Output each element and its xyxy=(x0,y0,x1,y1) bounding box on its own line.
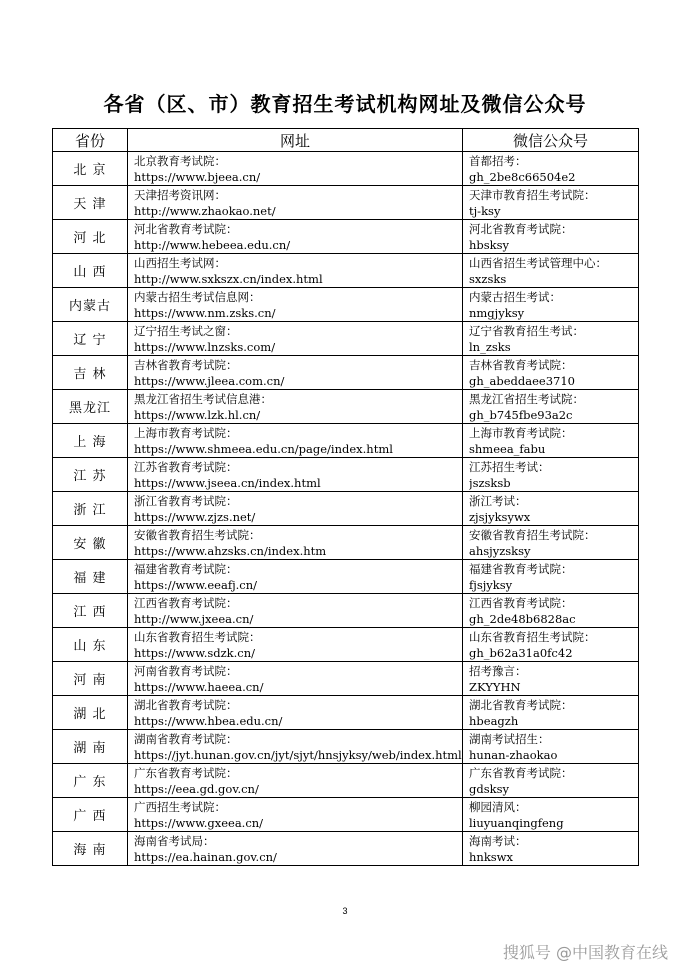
wechat-name: 江西省教育考试院： xyxy=(469,595,573,610)
wechat-cell xyxy=(463,322,639,356)
header-website: 网址 xyxy=(128,129,463,152)
site-name: 湖北省教育考试院： xyxy=(134,697,238,712)
table-row xyxy=(53,594,639,628)
wechat-cell xyxy=(463,458,639,492)
watermark: 搜狐号 @中国教育在线 xyxy=(502,943,668,962)
wechat-name: 江苏招生考试： xyxy=(469,459,550,474)
wechat-id: hbsksy xyxy=(469,237,510,252)
site-url[interactable]: https://ea.hainan.gov.cn/ xyxy=(134,849,277,864)
site-url[interactable]: https://www.jleea.com.cn/ xyxy=(134,373,285,388)
wechat-id: zjsjyksywx xyxy=(469,509,531,524)
website-cell xyxy=(128,254,463,288)
wechat-id: gh_b745fbe93a2c xyxy=(469,407,573,422)
table-row xyxy=(53,356,639,390)
table-row xyxy=(53,288,639,322)
site-name: 上海市教育考试院： xyxy=(134,425,238,440)
site-name: 安徽省教育招生考试院： xyxy=(134,527,261,542)
site-url[interactable]: https://www.ahzsks.cn/index.htm xyxy=(134,543,327,558)
wechat-cell xyxy=(463,696,639,730)
table-row xyxy=(53,560,639,594)
site-name: 北京教育考试院： xyxy=(134,153,226,168)
site-name: 河北省教育考试院： xyxy=(134,221,238,236)
website-cell xyxy=(128,458,463,492)
website-cell xyxy=(128,152,463,186)
table-row xyxy=(53,832,639,866)
wechat-id: gh_2be8c66504e2 xyxy=(469,169,576,184)
website-cell xyxy=(128,730,463,764)
site-name: 广东省教育考试院： xyxy=(134,765,238,780)
province-cell: 内蒙古 xyxy=(53,288,128,322)
website-cell xyxy=(128,662,463,696)
site-name: 河南省教育考试院： xyxy=(134,663,238,678)
wechat-cell xyxy=(463,492,639,526)
header-wechat: 微信公众号 xyxy=(463,129,639,152)
table-row xyxy=(53,254,639,288)
wechat-name: 湖北省教育考试院： xyxy=(469,697,573,712)
wechat-cell xyxy=(463,560,639,594)
wechat-id: gdsksy xyxy=(469,781,509,796)
site-url[interactable]: https://www.lzk.hl.cn/ xyxy=(134,407,261,422)
table-row xyxy=(53,152,639,186)
site-name: 山西招生考试网： xyxy=(134,255,226,270)
province-cell: 吉 林 xyxy=(53,356,128,390)
site-name: 天津招考资讯网： xyxy=(134,187,226,202)
wechat-name: 山东省教育招生考试院： xyxy=(469,629,596,644)
province-cell: 江 西 xyxy=(53,594,128,628)
province-cell: 天 津 xyxy=(53,186,128,220)
site-name: 江苏省教育考试院： xyxy=(134,459,238,474)
province-cell: 河 北 xyxy=(53,220,128,254)
wechat-name: 黑龙江省招生考试院： xyxy=(469,391,584,406)
wechat-name: 内蒙古招生考试： xyxy=(469,289,561,304)
wechat-name: 招考豫言： xyxy=(469,663,527,678)
table-header-row xyxy=(53,129,639,152)
wechat-id: jszsksb xyxy=(469,475,511,490)
site-name: 辽宁招生考试之窗： xyxy=(134,323,238,338)
website-cell xyxy=(128,560,463,594)
province-cell: 湖 北 xyxy=(53,696,128,730)
site-url[interactable]: https://www.zjzs.net/ xyxy=(134,509,256,524)
wechat-cell xyxy=(463,152,639,186)
table-row xyxy=(53,424,639,458)
site-url[interactable]: https://jyt.hunan.gov.cn/jyt/sjyt/hnsjyksy/web/index.html xyxy=(134,747,462,762)
site-name: 江西省教育考试院： xyxy=(134,595,238,610)
wechat-cell xyxy=(463,186,639,220)
website-cell xyxy=(128,594,463,628)
wechat-name: 天津市教育招生考试院： xyxy=(469,187,596,202)
site-url[interactable]: https://www.jseea.cn/index.html xyxy=(134,475,321,490)
province-cell: 海 南 xyxy=(53,832,128,866)
province-cell: 山 东 xyxy=(53,628,128,662)
website-cell xyxy=(128,322,463,356)
table-row xyxy=(53,220,639,254)
wechat-id: tj-ksy xyxy=(469,203,501,218)
wechat-name: 海南考试： xyxy=(469,833,527,848)
wechat-id: hbeagzh xyxy=(469,713,519,728)
province-cell: 广 西 xyxy=(53,798,128,832)
province-cell: 江 苏 xyxy=(53,458,128,492)
wechat-id: ahsjyzsksy xyxy=(469,543,531,558)
province-cell: 黑龙江 xyxy=(53,390,128,424)
website-cell xyxy=(128,628,463,662)
table-row xyxy=(53,628,639,662)
table-row xyxy=(53,730,639,764)
wechat-name: 首都招考： xyxy=(469,153,527,168)
table-row xyxy=(53,186,639,220)
wechat-name: 上海市教育考试院： xyxy=(469,425,573,440)
wechat-cell xyxy=(463,424,639,458)
table-row xyxy=(53,526,639,560)
website-cell xyxy=(128,390,463,424)
wechat-cell xyxy=(463,594,639,628)
page-number: 3 xyxy=(342,906,348,916)
wechat-cell xyxy=(463,628,639,662)
wechat-cell xyxy=(463,662,639,696)
wechat-cell xyxy=(463,390,639,424)
site-url[interactable]: https://www.sdzk.cn/ xyxy=(134,645,256,660)
wechat-name: 吉林省教育考试院： xyxy=(469,357,573,372)
header-province: 省份 xyxy=(53,129,128,152)
table-row xyxy=(53,696,639,730)
wechat-id: gh_abeddaee3710 xyxy=(469,373,575,388)
wechat-id: shmeea_fabu xyxy=(469,441,546,456)
province-cell: 广 东 xyxy=(53,764,128,798)
site-url[interactable]: https://www.hbea.edu.cn/ xyxy=(134,713,283,728)
website-cell xyxy=(128,424,463,458)
site-name: 山东省教育招生考试院： xyxy=(134,629,261,644)
wechat-id: gh_b62a31a0fc42 xyxy=(469,645,573,660)
province-cell: 安 徽 xyxy=(53,526,128,560)
site-name: 内蒙古招生考试信息网： xyxy=(134,289,261,304)
province-cell: 上 海 xyxy=(53,424,128,458)
wechat-cell xyxy=(463,526,639,560)
wechat-cell xyxy=(463,730,639,764)
wechat-cell xyxy=(463,220,639,254)
table-row xyxy=(53,798,639,832)
website-cell xyxy=(128,798,463,832)
website-cell xyxy=(128,832,463,866)
site-name: 广西招生考试院： xyxy=(134,799,226,814)
site-url[interactable]: http://www.jxeea.cn/ xyxy=(134,611,254,626)
wechat-id: liuyuanqingfeng xyxy=(469,815,564,830)
province-cell: 北 京 xyxy=(53,152,128,186)
wechat-cell xyxy=(463,832,639,866)
site-url[interactable]: https://www.lnzsks.com/ xyxy=(134,339,276,354)
wechat-name: 福建省教育考试院： xyxy=(469,561,573,576)
wechat-id: ln_zsks xyxy=(469,339,511,354)
province-cell: 辽 宁 xyxy=(53,322,128,356)
site-name: 浙江省教育考试院： xyxy=(134,493,238,508)
wechat-id: gh_2de48b6828ac xyxy=(469,611,576,626)
table-row xyxy=(53,390,639,424)
wechat-id: ZKYYHN xyxy=(469,679,521,694)
site-url[interactable]: https://www.shmeea.edu.cn/page/index.html xyxy=(134,441,393,456)
page-title: 各省（区、市）教育招生考试机构网址及微信公众号 xyxy=(103,92,587,116)
wechat-name: 安徽省教育招生考试院： xyxy=(469,527,596,542)
site-url[interactable]: https://www.nm.zsks.cn/ xyxy=(134,305,276,320)
site-url[interactable]: https://www.gxeea.cn/ xyxy=(134,815,264,830)
wechat-cell xyxy=(463,356,639,390)
site-name: 福建省教育考试院： xyxy=(134,561,238,576)
wechat-id: hnkswx xyxy=(469,849,514,864)
site-url[interactable]: https://www.haeea.cn/ xyxy=(134,679,264,694)
wechat-name: 湖南考试招生： xyxy=(469,731,550,746)
site-name: 黑龙江省招生考试信息港： xyxy=(134,391,272,406)
table-row xyxy=(53,492,639,526)
table-row xyxy=(53,764,639,798)
website-cell xyxy=(128,288,463,322)
table-row xyxy=(53,322,639,356)
site-name: 湖南省教育考试院： xyxy=(134,731,238,746)
province-cell: 福 建 xyxy=(53,560,128,594)
wechat-id: sxzsks xyxy=(469,271,507,286)
site-url[interactable]: https://eea.gd.gov.cn/ xyxy=(134,781,259,796)
table-row xyxy=(53,662,639,696)
wechat-cell xyxy=(463,288,639,322)
wechat-id: fjsjyksy xyxy=(469,577,513,592)
site-url[interactable]: http://www.zhaokao.net/ xyxy=(134,203,276,218)
website-cell xyxy=(128,186,463,220)
table-row xyxy=(53,458,639,492)
wechat-name: 柳园清风： xyxy=(469,799,527,814)
website-cell xyxy=(128,696,463,730)
site-url[interactable]: http://www.hebeea.edu.cn/ xyxy=(134,237,291,252)
site-name: 吉林省教育考试院： xyxy=(134,357,238,372)
wechat-cell xyxy=(463,798,639,832)
wechat-id: hunan-zhaokao xyxy=(469,747,558,762)
site-url[interactable]: https://www.bjeea.cn/ xyxy=(134,169,261,184)
website-cell xyxy=(128,764,463,798)
site-url[interactable]: https://www.eeafj.cn/ xyxy=(134,577,258,592)
website-cell xyxy=(128,356,463,390)
wechat-name: 浙江考试： xyxy=(469,493,527,508)
province-cell: 湖 南 xyxy=(53,730,128,764)
site-name: 海南省考试局： xyxy=(134,833,215,848)
wechat-name: 河北省教育考试院： xyxy=(469,221,573,236)
province-cell: 浙 江 xyxy=(53,492,128,526)
institution-table xyxy=(52,128,639,866)
province-cell: 河 南 xyxy=(53,662,128,696)
website-cell xyxy=(128,492,463,526)
wechat-name: 广东省教育考试院： xyxy=(469,765,573,780)
wechat-cell xyxy=(463,764,639,798)
site-url[interactable]: http://www.sxkszx.cn/index.html xyxy=(134,271,323,286)
wechat-cell xyxy=(463,254,639,288)
wechat-name: 山西省招生考试管理中心： xyxy=(469,255,607,270)
wechat-name: 辽宁省教育招生考试： xyxy=(469,323,584,338)
website-cell xyxy=(128,526,463,560)
province-cell: 山 西 xyxy=(53,254,128,288)
website-cell xyxy=(128,220,463,254)
wechat-id: nmgjyksy xyxy=(469,305,525,320)
